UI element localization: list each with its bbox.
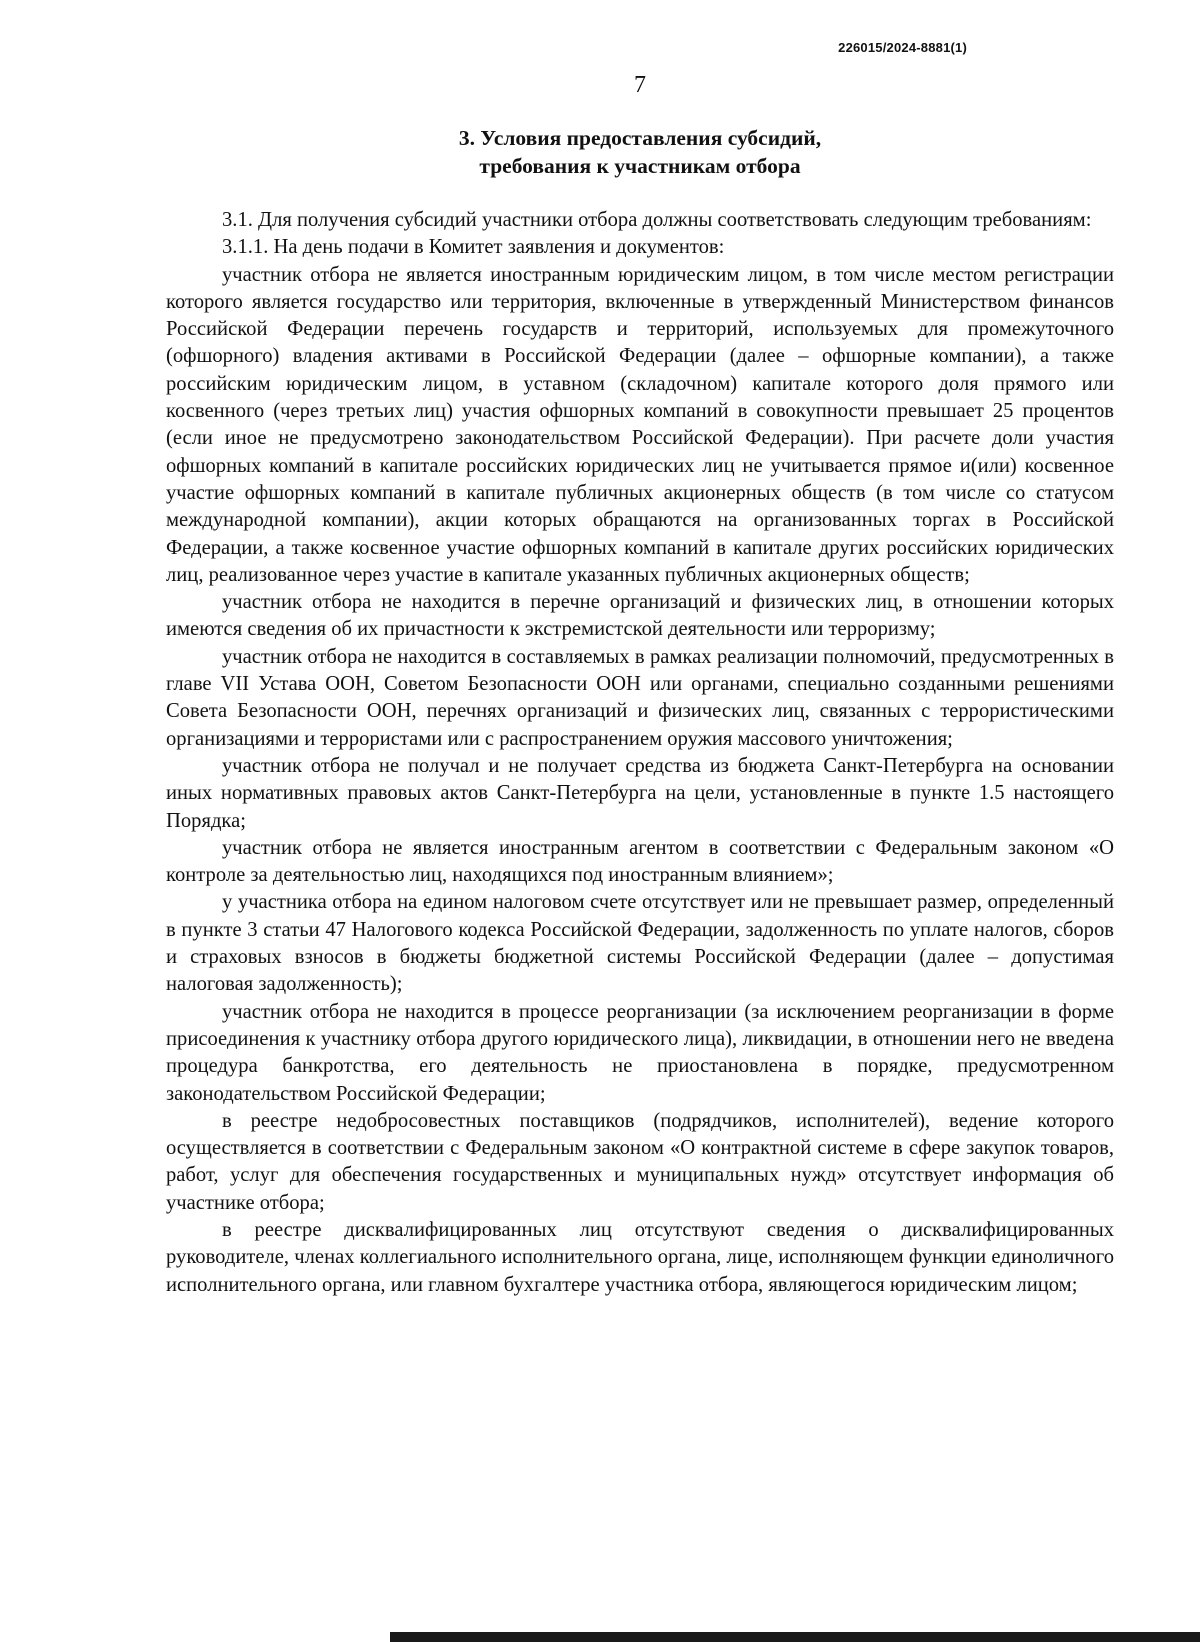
document-id: 226015/2024-8881(1) xyxy=(838,40,967,55)
paragraph-3-1: 3.1. Для получения субсидий участники отбора должны соответствовать следующим требованиям: xyxy=(222,209,1092,231)
requirement-not-offshore: участник отбора не является иностранным юридическим лицом, в том числе местом регистрации которого является государство или территория, включенные в утвержденный Министерством финансов Российской Федерации перечень государств и территорий, используемых для промежуточного (офшорного) владения активами в Российской Федерации (далее – офшорные компании), а также российским юридическим лицом, в уставном (складочном) капитале которого доля прямого или косвенного (через третьих лиц) участия офшорных компаний в совокупности превышает 25 процентов (если иное не предусмотрено законодательством Российской Федерации). При расчете доли участия офшорных компаний в капитале российских юридических лиц не учитывается прямое и(или) косвенное участие офшорных компаний в капитале публичных акционерных обществ (в том числе со статусом международной компании), акции которых обращаются на организованных торгах в Российской Федерации, а также косвенное участие офшорных компаний в капитале других российских юридических лиц, реализованное через участие в капитале указанных публичных акционерных обществ; xyxy=(166,263,1114,586)
requirement-no-other-budget-funds: участник отбора не получал и не получает средства из бюджета Санкт-Петербурга на основании иных нормативных правовых актов Санкт-Петербурга на цели, установленные в пункте 1.5 настоящего Порядка; xyxy=(166,754,1114,832)
requirement-not-extremist-list: участник отбора не находится в перечне организаций и физических лиц, в отношении которых имеются сведения об их причастности к экстремистской деятельности или терроризму; xyxy=(166,591,1114,641)
requirement-not-reorganizing: участник отбора не находится в процессе реорганизации (за исключением реорганизации в форме присоединения к участнику отбора другого юридического лица), ликвидации, в отношении него не введена процедура банкротства, его деятельность не приостановлена в порядке, предусмотренном законодательством Российской Федерации; xyxy=(166,1000,1114,1105)
section-heading xyxy=(165,124,1115,180)
document-body xyxy=(166,207,1114,1299)
paragraph-3-1-1: 3.1.1. На день подачи в Комитет заявления и документов: xyxy=(222,236,725,259)
requirement-tax-debt: у участника отбора на едином налоговом счете отсутствует или не превышает размер, определенный в пункте 3 статьи 47 Налогового кодекса Российской Федерации, задолженность по уплате налогов, сборов и страховых взносов в бюджеты бюджетной системы Российской Федерации (далее – допустимая налоговая задолженность); xyxy=(166,891,1114,996)
scan-bottom-edge xyxy=(390,1632,1200,1642)
requirement-not-unreliable-supplier: в реестре недобросовестных поставщиков (подрядчиков, исполнителей), ведение которого осуществляется в соответствии с Федеральным законом «О контрактной системе в сфере закупок товаров, работ, услуг для обеспечения государственных и муниципальных нужд» отсутствует информация об участнике отбора; xyxy=(166,1109,1114,1214)
section-heading-line-2: требования к участникам отбора xyxy=(479,154,801,178)
requirement-no-disqualified-persons: в реестре дисквалифицированных лиц отсутствуют сведения о дисквалифицированных руководителе, членах коллегиального исполнительного органа, лице, исполняющем функции единоличного исполнительного органа, или главном бухгалтере участника отбора, являющегося юридическим лицом; xyxy=(166,1218,1114,1296)
section-heading-line-1: 3. Условия предоставления субсидий, xyxy=(458,126,822,150)
page-number: 7 xyxy=(634,72,646,98)
requirement-not-un-list: участник отбора не находится в составляемых в рамках реализации полномочий, предусмотренных в главе VII Устава ООН, Советом Безопасности ООН или органами, специально созданными решениями Совета Безопасности ООН, перечнях организаций и физических лиц, связанных с террористическими организациями и террористами или с распространением оружия массового уничтожения; xyxy=(166,645,1114,750)
requirement-not-foreign-agent: участник отбора не является иностранным агентом в соответствии с Федеральным законом «О контроле за деятельностью лиц, находящихся под иностранным влиянием»; xyxy=(166,836,1114,887)
